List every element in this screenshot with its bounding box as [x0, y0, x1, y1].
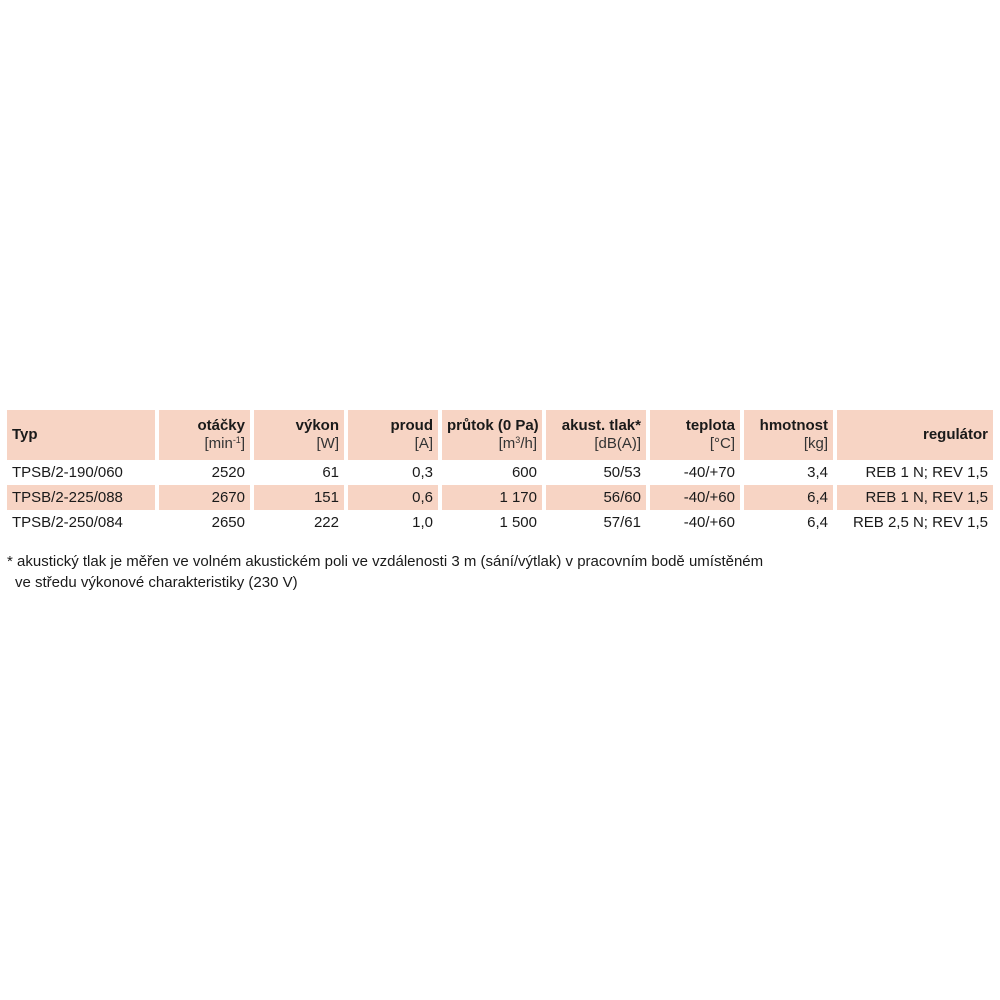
cell-akust-tlak: 57/61: [603, 514, 641, 531]
table-row: [7, 510, 993, 535]
header-otacky: otáčky $[\min^{-1}]$: [159, 410, 250, 460]
cell-regulator: REB 1 N, REV 1,5: [837, 485, 993, 510]
cell-teplota: -40/+70: [683, 464, 735, 481]
cell-hmotnost: 6,4: [744, 485, 833, 510]
cell-akust-tlak: 56/60: [546, 485, 646, 510]
header-prutok: průtok (0 Pa) $[m^3/h]$: [442, 410, 542, 460]
cell-akust-tlak: 50/53: [603, 464, 641, 481]
cell-prutok: 1 170: [442, 485, 542, 510]
header-hmotnost: hmotnost [kg]: [744, 410, 833, 460]
cell-vykon: 61: [322, 464, 339, 481]
cell-vykon: 151: [254, 485, 344, 510]
header-teplota: teplota [°C]: [650, 410, 740, 460]
cell-hmotnost: 3,4: [807, 464, 828, 481]
table-row: [7, 460, 993, 485]
header-unit: $[\min^{-1}]$: [204, 435, 245, 452]
cell-otacky: 2520: [211, 464, 245, 481]
cell-proud: 0,6: [348, 485, 438, 510]
cell-prutok: 1 500: [499, 514, 537, 531]
cell-typ: TPSB/2-190/060: [12, 464, 123, 481]
cell-typ: TPSB/2-250/084: [12, 514, 123, 531]
spec-table: [7, 410, 993, 535]
cell-otacky: 2670: [159, 485, 250, 510]
footnote: [7, 551, 763, 593]
header-typ: Typ: [7, 410, 155, 460]
cell-proud: 1,0: [412, 514, 433, 531]
cell-prutok: 600: [511, 464, 537, 481]
table-row: [7, 485, 993, 510]
header-vykon: výkon [W]: [254, 410, 344, 460]
cell-regulator: REB 2,5 N; REV 1,5: [852, 514, 988, 531]
header-regulator: regulátor: [837, 410, 993, 460]
header-akust-tlak: akust. tlak* [dB(A)]: [546, 410, 646, 460]
cell-teplota: -40/+60: [683, 514, 735, 531]
table-header-row: [7, 410, 993, 460]
footnote-line-2: ve středu výkonové charakteristiky (230 V): [15, 574, 298, 591]
cell-otacky: 2650: [211, 514, 245, 531]
cell-proud: 0,3: [412, 464, 433, 481]
header-unit: $[m^3/h]$: [498, 435, 537, 452]
cell-vykon: 222: [313, 514, 339, 531]
header-proud: proud [A]: [348, 410, 438, 460]
cell-teplota: -40/+60: [650, 485, 740, 510]
cell-hmotnost: 6,4: [807, 514, 828, 531]
cell-regulator: REB 1 N; REV 1,5: [865, 464, 988, 481]
cell-typ: TPSB/2-225/088: [7, 485, 155, 510]
footnote-line-1: * akustický tlak je měřen ve volném akustickém poli ve vzdálenosti 3 m (sání/výtlak) v pracovním bodě umístěném: [7, 553, 764, 570]
